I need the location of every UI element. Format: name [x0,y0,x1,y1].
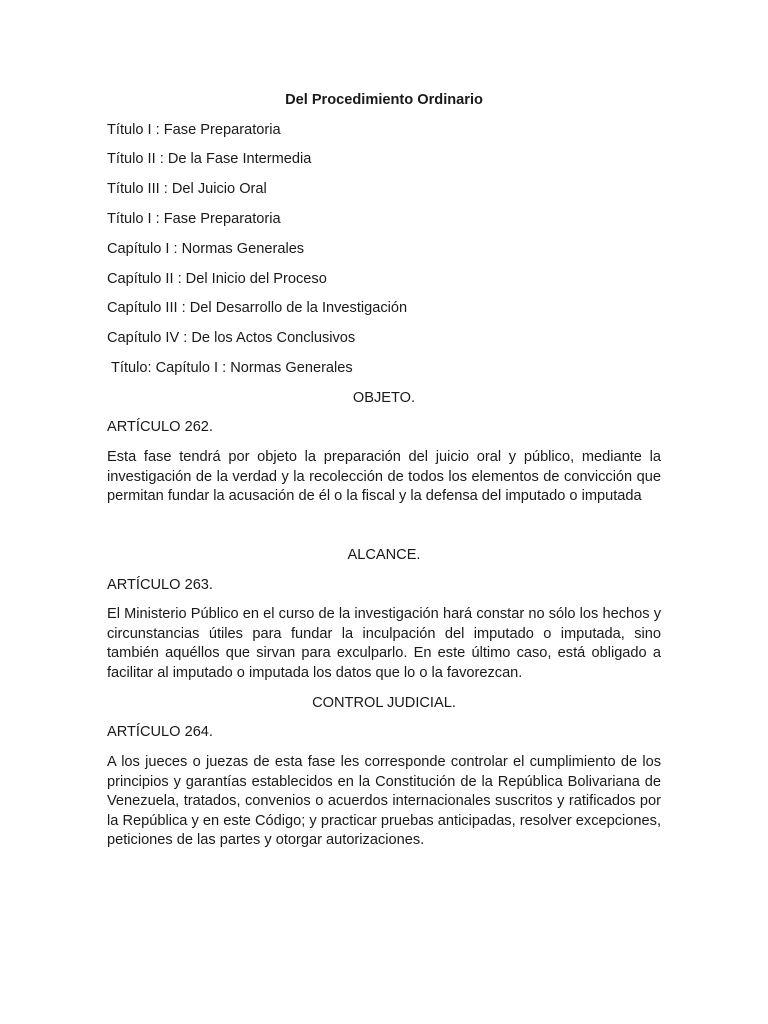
toc-line-capitulo-3: Capítulo III : Del Desarrollo de la Investigación [107,300,408,317]
toc-line-current-section: Título: Capítulo I : Normas Generales [111,359,353,376]
article-263-section [107,546,661,684]
toc-line-titulo-2: Título II : De la Fase Intermedia [107,151,312,168]
article-body-264: A los jueces o juezas de esta fase les corresponde controlar el cumplimiento de los principios y garantías establecidos en la Constitución de la República Bolivariana de Venezuela, tratados, convenios o acuerdos internacionales suscritos y ratificados por la República y en este Código; y practicar pruebas anticipadas, resolver excepciones, peticiones de las partes y otorgar autorizaciones. [107,753,661,849]
article-body-263: El Ministerio Público en el curso de la investigación hará constar no sólo los hechos y circunstancias útiles para fundar la inculpación del imputado o imputada, sino también aquéllos que sirvan para exculparlo. En este último caso, está obligado a facilitar al imputado o imputada los datos que lo o la favorezcan. [107,606,661,681]
toc-line-titulo-1: Título I : Fase Preparatoria [107,121,281,138]
document-title: Del Procedimiento Ordinario [285,92,483,108]
toc-line-titulo-3: Título III : Del Juicio Oral [107,181,267,198]
document-page [107,91,661,861]
article-262-section [107,389,661,507]
toc-line-capitulo-4: Capítulo IV : De los Actos Conclusivos [107,330,356,347]
section-heading-objeto: OBJETO. [352,389,416,406]
article-number-262: ARTÍCULO 262. [107,419,213,436]
paragraph-spacer [107,517,661,546]
article-body-262: Esta fase tendrá por objeto la preparación del juicio oral y público, mediante la investigación de la verdad y la recolección de todos los elementos de convicción que permitan fundar la acusación de él o la fiscal y la defensa del imputado o imputada [107,449,661,505]
toc-line-capitulo-2: Capítulo II : Del Inicio del Proceso [107,270,327,287]
article-number-264: ARTÍCULO 264. [107,724,213,741]
section-heading-control-judicial: CONTROL JUDICIAL. [312,694,456,711]
toc-line-capitulo-1: Capítulo I : Normas Generales [107,240,305,257]
article-264-section [107,694,661,851]
toc-line-titulo-1-repeat: Título I : Fase Preparatoria [107,210,281,227]
section-heading-alcance: ALCANCE. [347,546,421,563]
article-number-263: ARTÍCULO 263. [107,576,213,593]
